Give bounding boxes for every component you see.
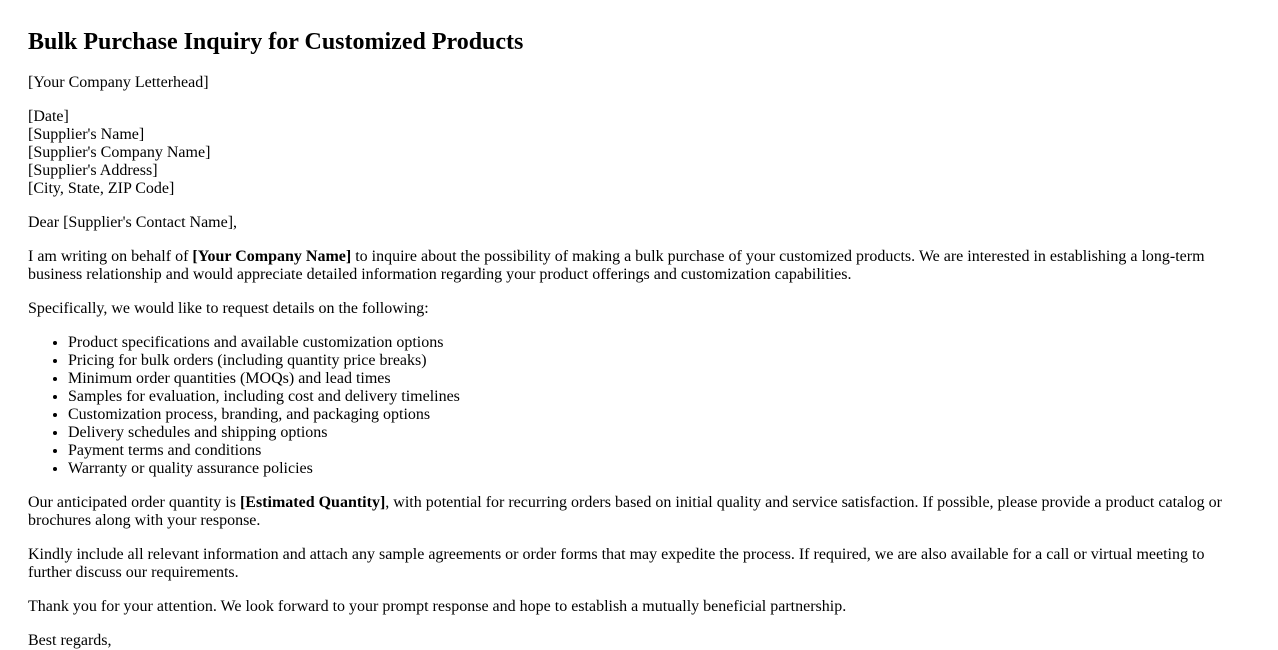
attachments-paragraph: Kindly include all relevant information and attach any sample agreements or order forms that may expedite the process. If required, we are also available for a call or virtual meeting to further discuss our requirements. <box>28 546 1205 581</box>
list-item: • Customization process, branding, and packaging options <box>68 406 1250 424</box>
list-item: • Minimum order quantities (MOQs) and lead times <box>68 370 1250 388</box>
quantity-text-before: Our anticipated order quantity is <box>28 494 240 511</box>
list-item: • Pricing for bulk orders (including quantity price breaks) <box>68 352 1250 370</box>
quantity-paragraph <box>28 494 1250 530</box>
intro-paragraph <box>28 248 1250 284</box>
date-line: [Date] <box>28 108 69 125</box>
request-intro-paragraph: Specifically, we would like to request details on the following: <box>28 300 429 317</box>
thanks-paragraph: Thank you for your attention. We look forward to your prompt response and hope to establish a mutually beneficial partnership. <box>28 598 847 615</box>
supplier-name-line: [Supplier's Name] <box>28 126 145 143</box>
closing-line: Best regards, <box>28 632 112 649</box>
intro-text-after: to inquire about the possibility of making a bulk purchase of your customized products. We are interested in establishing a long-term business relationship and would appreciate detailed information regarding your product offerings and customization capabilities. <box>28 248 1205 283</box>
list-item: • Warranty or quality assurance policies <box>68 460 1250 478</box>
quantity-text-after: , with potential for recurring orders based on initial quality and service satisfaction. If possible, please provide a product catalog or brochures along with your response. <box>28 494 1222 529</box>
intro-text-before: I am writing on behalf of <box>28 248 193 265</box>
recipient-address-block <box>28 108 1250 198</box>
list-item: • Payment terms and conditions <box>68 442 1250 460</box>
salutation: Dear [Supplier's Contact Name], <box>28 214 238 231</box>
supplier-company-line: [Supplier's Company Name] <box>28 144 211 161</box>
company-name-placeholder: [Your Company Name] <box>192 248 352 265</box>
supplier-address-line: [Supplier's Address] <box>28 162 158 179</box>
letterhead-placeholder: [Your Company Letterhead] <box>28 74 209 91</box>
estimated-quantity-placeholder: [Estimated Quantity] <box>239 494 386 511</box>
list-item: • Product specifications and available customization options <box>68 334 1250 352</box>
request-list <box>28 334 1250 478</box>
city-state-zip-line: [City, State, ZIP Code] <box>28 180 175 197</box>
list-item: • Samples for evaluation, including cost and delivery timelines <box>68 388 1250 406</box>
page-title: Bulk Purchase Inquiry for Customized Products <box>28 29 524 55</box>
list-item: • Delivery schedules and shipping options <box>68 424 1250 442</box>
